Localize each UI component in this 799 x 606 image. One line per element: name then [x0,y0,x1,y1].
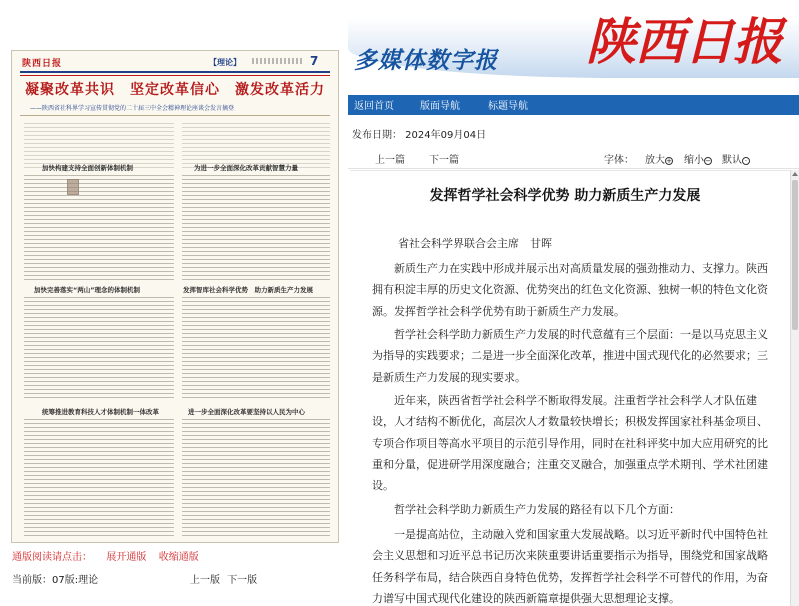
nav-page-navigation[interactable]: 版面导航 [420,101,460,112]
expand-full-page-link[interactable]: 展开通版 [106,552,147,563]
article-paragraph: 新质生产力在实践中形成并展示出对高质量发展的强劲推动力、支撑力。陕西拥有积淀丰厚的历史文化资源、优势突出的红色文化资源、独树一帜的特色文化资源。发挥哲学社会科学优势有助于新质生产力发展。 [372,262,768,318]
paper-headline[interactable]: 进一步全面深化改革要坚持以人民为中心 [188,408,305,416]
shaanxi-daily-logo: 陕西日报 [586,12,782,71]
paper-headline[interactable]: 统筹推进教育科技人才体制机制一体改革 [42,408,159,416]
font-smaller-label: 缩小 [684,155,704,166]
font-size-label: 字体： [604,155,634,166]
paper-logo: 陕西日报 [22,59,63,69]
article-toolbar [348,147,799,169]
nav-title-navigation[interactable]: 标题导航 [488,101,528,112]
article-paragraph: 哲学社会科学助力新质生产力发展的路径有以下几个方面： [394,503,680,516]
paper-headline[interactable]: 加快完善落实“两山”理念的体制机制 [34,286,141,294]
paper-column-label: 【理论】 [209,58,241,67]
nav-home[interactable]: 返回首页 [354,101,394,112]
paper-headline[interactable]: 发挥智库社会科学优势 助力新质生产力发展 [183,286,313,294]
article-body [350,170,790,606]
paper-text-block [24,175,174,281]
minus-icon: − [705,157,711,165]
reset-icon: · [742,157,750,165]
font-default-button[interactable] [722,151,750,166]
font-bigger-label: 放大 [645,155,665,166]
newspaper-page-thumbnail[interactable] [11,50,339,543]
page-navigation [190,571,261,586]
article-paragraph: 哲学社会科学助力新质生产力发展的时代意蕴有三个层面：一是以马克思主义为指导的实践要求；二是进一步全面深化改革，推进中国式现代化的必然要求；三是新质生产力发展的现实要求。 [372,328,768,384]
read-label: 通版阅读请点击： [12,552,92,563]
shaanxi-daily-english: Shaanxi Daily [676,78,761,91]
current-page-label: 当前版：07版:理论 [12,575,99,586]
article-paragraph: 近年来，陕西省哲学社会科学不断取得发展。注重哲学社会科学人才队伍建设，人才结构不断优化，高层次人才数量较快增长；积极发挥国家社科基金项目、专项合作项目等高水平项目的示范引导作用，同时在社科评奖中加大应用研究的比重和分量，促进研学用深度融合；注重交叉融合，加强重点学术期刊、学术社团建设。 [372,394,768,493]
article-scrollbar[interactable] [790,170,799,606]
paper-header-meta [252,58,302,64]
paper-rule [20,71,330,73]
multimedia-digital-paper-label: 多媒体数字报 [354,48,498,74]
paper-text-block [24,297,174,401]
paper-text-block [24,419,174,539]
paper-title: 凝聚改革共识 坚定改革信心 激发改革活力 [25,82,325,98]
paper-subtitle: ——陕西省社科界学习宣传贯彻党的二十届三中全会精神理论座谈会发言摘登 [30,105,235,112]
prev-article-link[interactable]: 上一篇 [375,155,405,166]
paper-page-number: 7 [310,54,319,68]
paper-rule [20,75,330,76]
font-default-label: 默认 [722,155,742,166]
font-bigger-button[interactable] [645,151,673,166]
collapse-full-page-link[interactable]: 收缩通版 [158,552,199,563]
paper-headline[interactable]: 为进一步全面深化改革贡献智慧力量 [194,164,298,172]
top-navbar [348,95,799,115]
article-paragraph: 一是提高站位，主动融入党和国家重大发展战略。以习近平新时代中国特色社会主义思想和习近平总书记历次来陕重要讲话重要指示为指导，围绕党和国家战略任务科学布局，结合陕西自身特色优势，发挥哲学社会科学不可替代的作用，为奋力谱写中国式现代化建设的陕西新篇章提供强大思想理论支撑。 [372,528,768,605]
paper-text-block [182,175,330,281]
site-banner [348,0,799,95]
next-page-link[interactable]: 下一版 [227,575,258,586]
scroll-up-arrow-icon[interactable] [792,172,798,176]
prev-page-link[interactable]: 上一版 [190,575,220,586]
paper-text-block [182,419,330,539]
paper-divider [20,115,330,116]
paper-text-block [182,297,330,401]
paper-header [12,51,338,73]
paper-headline[interactable]: 加快构建支持全面创新体制机制 [42,164,133,172]
next-article-link[interactable]: 下一篇 [429,155,459,166]
plus-icon: + [666,157,672,165]
article-author: 省社会科学界联合会主席 甘晖 [398,237,552,250]
article-title: 发挥哲学社会科学优势 助力新质生产力发展 [429,188,701,204]
publish-date: 发布日期： 2024年09月04日 [352,130,487,141]
scrollbar-thumb[interactable] [792,180,798,330]
full-page-reading-links [12,548,199,563]
font-smaller-button[interactable] [684,151,712,166]
